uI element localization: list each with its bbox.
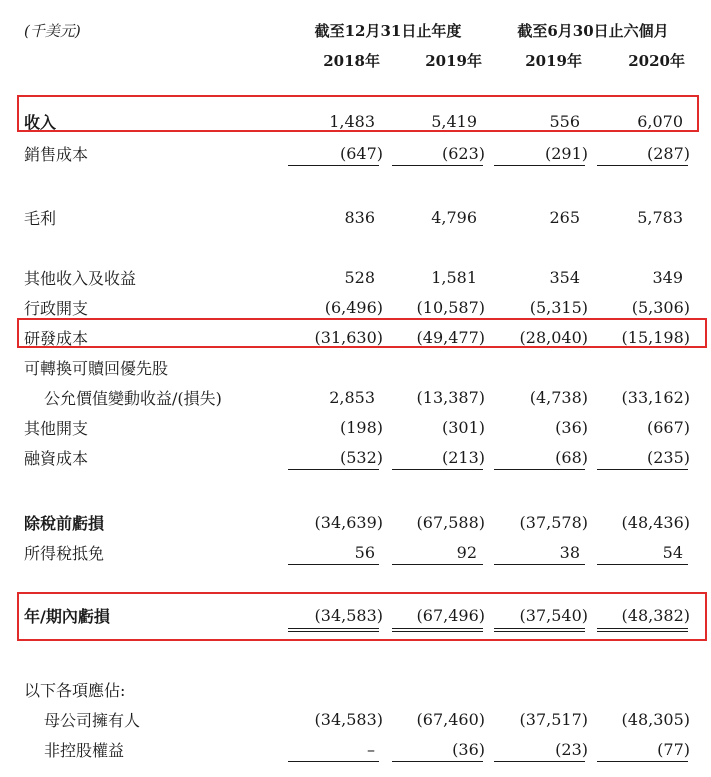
- cell-rnd-costs-2019h1: (28,040): [519, 328, 588, 347]
- cell-owners-of-parent-2018: (34,583): [314, 710, 383, 729]
- cell-fair-value-change-2019h1: (4,738): [529, 388, 588, 407]
- cell-other-income-2019: 1,581: [431, 268, 477, 287]
- cell-non-controlling-2018: –: [367, 740, 375, 759]
- row-label-non-controlling: 非控股權益: [44, 741, 125, 760]
- row-label-finance-costs: 融資成本: [24, 449, 89, 468]
- cell-revenue-2020h1: 6,070: [637, 112, 683, 131]
- header-group-annual: 截至12月31日止年度: [314, 22, 462, 40]
- cell-other-income-2020h1: 349: [652, 268, 683, 287]
- subtotal-rule: [494, 469, 585, 470]
- cell-gross-profit-2019h1: 265: [549, 208, 580, 227]
- cell-gross-profit-2020h1: 5,783: [637, 208, 683, 227]
- highlight-box-revenue: [17, 95, 699, 132]
- cell-rnd-costs-2019: (49,477): [416, 328, 485, 347]
- cell-other-income-2018: 528: [344, 268, 375, 287]
- cell-income-tax-credit-2018: 56: [354, 543, 375, 562]
- cell-loss-for-period-2020h1: (48,382): [621, 606, 690, 625]
- cell-other-income-2019h1: 354: [549, 268, 580, 287]
- subtotal-rule: [392, 469, 483, 470]
- cell-cost-of-sales-2018: (647): [339, 144, 383, 163]
- cell-finance-costs-2020h1: (235): [646, 448, 690, 467]
- row-label-other-expenses: 其他開支: [24, 419, 89, 438]
- subtotal-rule: [392, 564, 483, 565]
- cell-loss-before-tax-2019: (67,588): [416, 513, 485, 532]
- header-col-2020: 2020年: [628, 52, 685, 70]
- cell-other-expenses-2019: (301): [441, 418, 485, 437]
- cell-owners-of-parent-2019: (67,460): [416, 710, 485, 729]
- cell-non-controlling-2019: (36): [452, 740, 485, 759]
- cell-gross-profit-2019: 4,796: [431, 208, 477, 227]
- cell-non-controlling-2019h1: (23): [555, 740, 588, 759]
- cell-income-tax-credit-2019h1: 38: [559, 543, 580, 562]
- cell-rnd-costs-2020h1: (15,198): [621, 328, 690, 347]
- cell-admin-expenses-2019: (10,587): [416, 298, 485, 317]
- cell-loss-before-tax-2018: (34,639): [314, 513, 383, 532]
- row-label-admin-expenses: 行政開支: [24, 299, 89, 318]
- row-label-other-income: 其他收入及收益: [24, 269, 137, 288]
- cell-rnd-costs-2018: (31,630): [314, 328, 383, 347]
- subtotal-rule: [494, 165, 585, 166]
- subtotal-rule: [494, 761, 585, 762]
- subtotal-rule: [288, 761, 379, 762]
- cell-cost-of-sales-2019h1: (291): [544, 144, 588, 163]
- cell-income-tax-credit-2019: 92: [456, 543, 477, 562]
- row-label-cost-of-sales: 銷售成本: [24, 145, 89, 164]
- row-label-loss-for-period: 年/期內虧損: [24, 607, 110, 626]
- cell-other-expenses-2019h1: (36): [555, 418, 588, 437]
- cell-admin-expenses-2020h1: (5,306): [631, 298, 690, 317]
- header-group-interim: 截至6月30日止六個月: [517, 22, 669, 40]
- subtotal-rule: [392, 165, 483, 166]
- subtotal-rule: [288, 564, 379, 565]
- cell-loss-for-period-2019h1: (37,540): [519, 606, 588, 625]
- row-label-revenue: 收入: [24, 113, 57, 132]
- cell-income-tax-credit-2020h1: 54: [662, 543, 683, 562]
- row-label-loss-before-tax: 除稅前虧損: [24, 514, 105, 533]
- cell-owners-of-parent-2020h1: (48,305): [621, 710, 690, 729]
- row-label-rnd-costs: 研發成本: [24, 329, 89, 348]
- subtotal-rule: [392, 761, 483, 762]
- row-label-attributable-to: 以下各項應佔:: [24, 681, 126, 700]
- header-col-2019-interim: 2019年: [525, 52, 582, 70]
- header-col-2018: 2018年: [323, 52, 380, 70]
- subtotal-rule: [494, 564, 585, 565]
- cell-finance-costs-2019h1: (68): [555, 448, 588, 467]
- unit-label: (千美元): [24, 22, 81, 40]
- cell-cost-of-sales-2020h1: (287): [646, 144, 690, 163]
- cell-finance-costs-2018: (532): [339, 448, 383, 467]
- subtotal-rule: [597, 165, 688, 166]
- subtotal-rule: [597, 469, 688, 470]
- cell-fair-value-change-2020h1: (33,162): [621, 388, 690, 407]
- cell-loss-before-tax-2019h1: (37,578): [519, 513, 588, 532]
- cell-loss-for-period-2019: (67,496): [416, 606, 485, 625]
- cell-non-controlling-2020h1: (77): [657, 740, 690, 759]
- header-col-2019-annual: 2019年: [425, 52, 482, 70]
- cell-cost-of-sales-2019: (623): [441, 144, 485, 163]
- cell-other-expenses-2018: (198): [339, 418, 383, 437]
- row-label-owners-of-parent: 母公司擁有人: [44, 711, 141, 730]
- cell-finance-costs-2019: (213): [441, 448, 485, 467]
- cell-fair-value-change-2018: 2,853: [329, 388, 375, 407]
- cell-loss-for-period-2018: (34,583): [314, 606, 383, 625]
- cell-revenue-2019h1: 556: [549, 112, 580, 131]
- subtotal-rule: [597, 761, 688, 762]
- cell-admin-expenses-2018: (6,496): [324, 298, 383, 317]
- row-label-gross-profit: 毛利: [24, 209, 57, 228]
- row-label-income-tax-credit: 所得稅抵免: [24, 544, 105, 563]
- row-label-convertible-preferred: 可轉換可贖回優先股: [24, 359, 169, 378]
- cell-gross-profit-2018: 836: [344, 208, 375, 227]
- subtotal-rule: [288, 165, 379, 166]
- cell-fair-value-change-2019: (13,387): [416, 388, 485, 407]
- cell-revenue-2019: 5,419: [431, 112, 477, 131]
- cell-revenue-2018: 1,483: [329, 112, 375, 131]
- highlight-box-loss: [17, 592, 707, 641]
- cell-owners-of-parent-2019h1: (37,517): [519, 710, 588, 729]
- cell-admin-expenses-2019h1: (5,315): [529, 298, 588, 317]
- subtotal-rule: [288, 469, 379, 470]
- highlight-box-rnd: [17, 318, 707, 348]
- row-label-fair-value-change: 公允價值變動收益/(損失): [44, 389, 222, 408]
- cell-other-expenses-2020h1: (667): [646, 418, 690, 437]
- cell-loss-before-tax-2020h1: (48,436): [621, 513, 690, 532]
- subtotal-rule: [597, 564, 688, 565]
